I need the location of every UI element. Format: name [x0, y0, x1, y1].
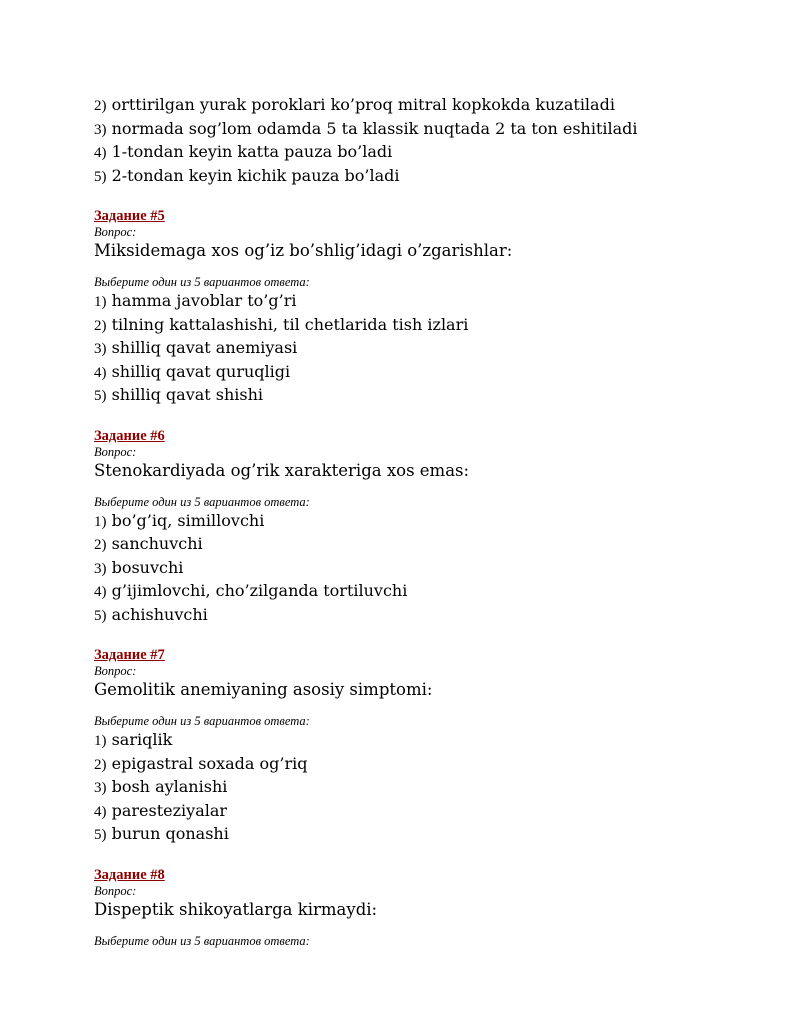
- answer-option: [94, 94, 774, 118]
- answer-option: [94, 823, 774, 847]
- answer-option: [94, 753, 774, 777]
- question-label: Вопрос:: [94, 225, 137, 239]
- option-number: 3): [94, 560, 107, 577]
- option-text: shilliq qavat anemiyasi: [111, 338, 298, 357]
- option-text: bo’g’iq, simillovchi: [111, 510, 265, 530]
- option-number: 1): [94, 294, 107, 310]
- option-number: 3): [94, 121, 107, 138]
- option-number: 4): [94, 364, 107, 381]
- option-number: 4): [94, 145, 107, 161]
- question-label: Вопрос:: [94, 444, 137, 459]
- option-text: tilning kattalashishi, til chetlarida tish izlari: [111, 314, 469, 334]
- option-number: 3): [94, 341, 107, 357]
- option-text: sanchuvchi: [111, 534, 203, 553]
- option-number: 5): [94, 168, 107, 185]
- option-text: 1-tondan keyin katta pauza bo’ladi: [111, 142, 393, 161]
- option-number: 4): [94, 803, 107, 820]
- answer-option: [94, 361, 774, 385]
- option-text: 2-tondan keyin kichik pauza bo’ladi: [111, 165, 400, 185]
- option-number: 2): [94, 98, 107, 114]
- question-text: Stenokardiyada og’rik xarakteriga xos emas:: [94, 460, 470, 480]
- question-text: Miksidemaga xos og’iz bo’shlig’idagi o’zgarishlar:: [94, 241, 513, 260]
- option-number: 2): [94, 317, 107, 334]
- question-label: Вопрос:: [94, 664, 137, 678]
- answer-option: [94, 141, 774, 165]
- answer-option: [94, 557, 774, 581]
- option-number: 5): [94, 607, 107, 624]
- option-number: 5): [94, 388, 107, 404]
- option-text: sariqlik: [111, 730, 173, 749]
- question-text: Gemolitik anemiyaning asosiy simptomi:: [94, 680, 433, 699]
- choose-instruction: Выберите один из 5 вариантов ответа:: [94, 714, 310, 728]
- answer-option: [94, 510, 774, 534]
- option-text: bosh aylanishi: [111, 777, 228, 796]
- answer-option: [94, 729, 774, 753]
- continued-options-list: [94, 94, 774, 188]
- option-text: shilliq qavat shishi: [111, 385, 264, 404]
- task-title-link[interactable]: Задание #5: [94, 208, 165, 224]
- answer-option: [94, 165, 774, 189]
- answer-option: [94, 776, 774, 800]
- option-number: 2): [94, 537, 107, 553]
- option-text: g’ijimlovchi, cho’zilganda tortiluvchi: [111, 581, 408, 600]
- question-text: Dispeptik shikoyatlarga kirmaydi:: [94, 899, 378, 919]
- option-number: 1): [94, 513, 107, 530]
- option-text: hamma javoblar to’g’ri: [111, 291, 297, 310]
- answer-option: [94, 337, 774, 361]
- option-number: 4): [94, 584, 107, 600]
- answer-option: [94, 384, 774, 408]
- option-text: orttirilgan yurak poroklari ko’proq mitral kopkokda kuzatiladi: [111, 95, 615, 114]
- option-text: paresteziyalar: [111, 800, 228, 820]
- option-text: shilliq qavat quruqligi: [111, 361, 291, 381]
- task-block: [94, 867, 774, 949]
- option-number: 5): [94, 827, 107, 843]
- option-text: epigastral soxada og’riq: [111, 753, 308, 773]
- answer-option: [94, 314, 774, 338]
- task-block: [94, 208, 774, 408]
- choose-instruction: Выберите один из 5 вариантов ответа:: [94, 275, 310, 289]
- option-number: 1): [94, 733, 107, 749]
- question-label: Вопрос:: [94, 883, 137, 898]
- option-text: bosuvchi: [111, 557, 184, 577]
- answer-option: [94, 604, 774, 628]
- choose-instruction: Выберите один из 5 вариантов ответа:: [94, 494, 310, 509]
- answer-option: [94, 533, 774, 557]
- answer-option: [94, 800, 774, 824]
- task-title-link[interactable]: Задание #6: [94, 427, 165, 444]
- option-text: burun qonashi: [111, 824, 229, 843]
- answer-option: [94, 118, 774, 142]
- option-number: 3): [94, 780, 107, 796]
- task-block: [94, 428, 774, 628]
- option-text: normada sog’lom odamda 5 ta klassik nuqtada 2 ta ton eshitiladi: [111, 118, 638, 138]
- option-text: achishuvchi: [111, 604, 208, 624]
- task-title-link[interactable]: Задание #8: [94, 866, 165, 883]
- answer-option: [94, 580, 774, 604]
- option-number: 2): [94, 756, 107, 773]
- answer-option: [94, 290, 774, 314]
- choose-instruction: Выберите один из 5 вариантов ответа:: [94, 933, 310, 948]
- task-title-link[interactable]: Задание #7: [94, 647, 165, 663]
- task-block: [94, 647, 774, 847]
- document-page: [94, 94, 774, 949]
